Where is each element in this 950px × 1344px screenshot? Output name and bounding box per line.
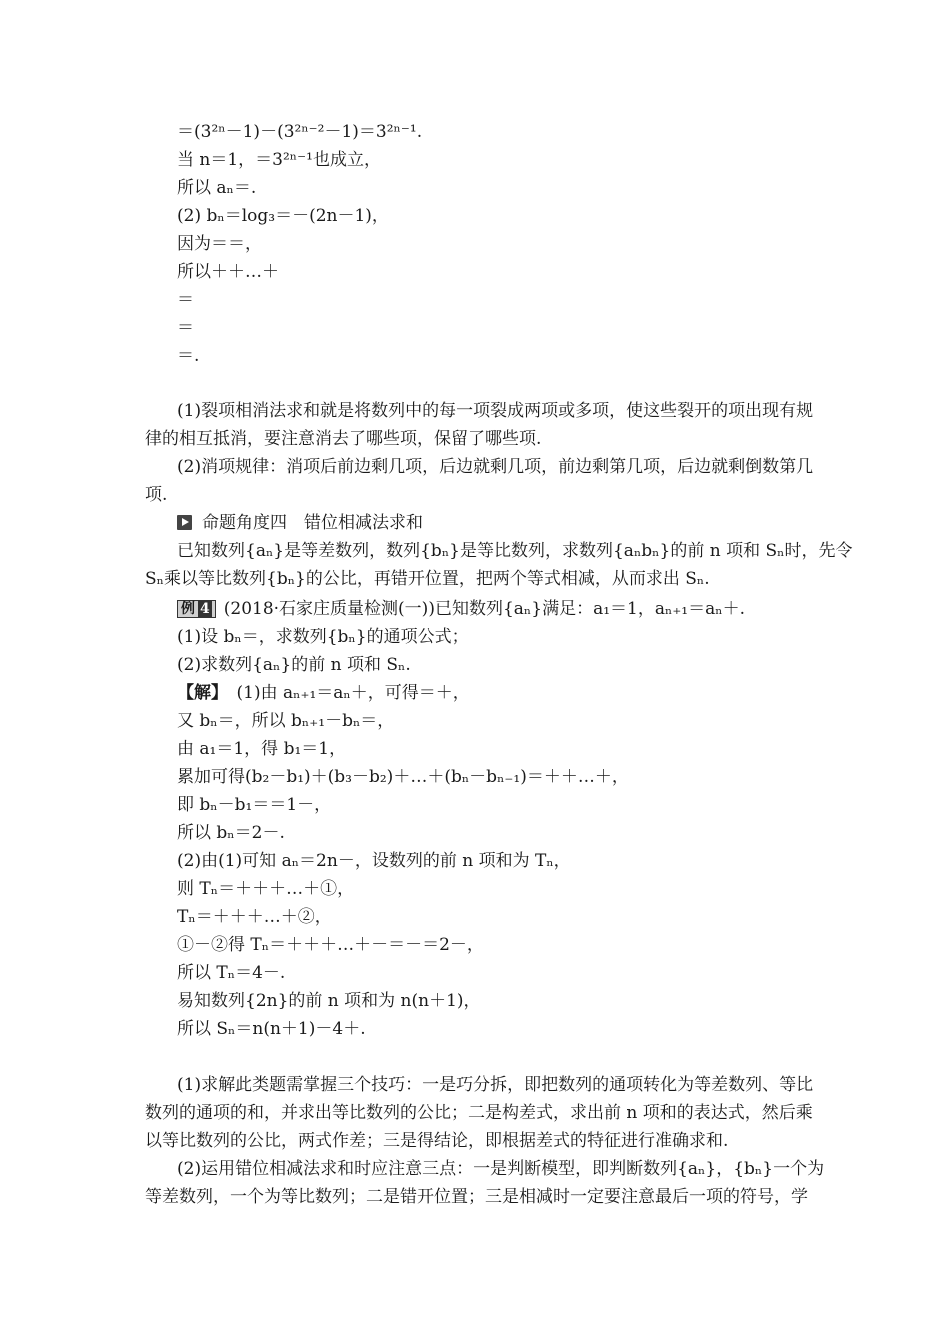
solution-line: 所以 bₙ＝2－. (177, 823, 285, 843)
solution-line: 又 bₙ＝，所以 bₙ₊₁－bₙ＝， (177, 711, 395, 731)
section-heading (177, 512, 423, 534)
solution-line: 易知数列{2n}的前 n 项和为 n(n＋1)， (177, 991, 481, 1011)
text-line: 所以 aₙ＝. (177, 178, 257, 198)
text-line: 所以＋＋…＋ (177, 262, 279, 282)
example-text: (2018·石家庄质量检测(一))已知数列{aₙ}满足：a₁＝1，aₙ₊₁＝aₙ＋. (223, 599, 746, 619)
section-title: 命题角度四 错位相减法求和 (202, 513, 423, 533)
example-label: 例 (181, 601, 195, 617)
solution-tag: 【解】 (177, 683, 220, 703)
tip-line: 律的相互抵消，要注意消去了哪些项，保留了哪些项. (145, 429, 542, 449)
tip-line: (2)消项规律：消项后前边剩几项，后边就剩几项，前边剩第几项，后边就剩倒数第几 (177, 457, 814, 477)
question-line: (2)求数列{aₙ}的前 n 项和 Sₙ. (177, 655, 411, 675)
text-line: ＝ (177, 290, 194, 310)
solution-line: 所以 Sₙ＝n(n＋1)－4＋. (177, 1019, 366, 1039)
tip-line: (2)运用错位相减法求和时应注意三点：一是判断模型，即判断数列{aₙ}，{bₙ}一个为 (177, 1159, 825, 1179)
tip-line: (1)裂项相消法求和就是将数列中的每一项裂成两项或多项，使这些裂开的项出现有规 (177, 401, 814, 421)
solution-line: 则 Tₙ＝＋＋＋…＋①， (177, 879, 355, 899)
equation-line: ＝(3²ⁿ－1)－(3²ⁿ⁻²－1)＝3²ⁿ⁻¹. (177, 122, 423, 142)
question-line: (1)设 bₙ＝，求数列{bₙ}的通项公式； (177, 627, 469, 647)
text-line: (2) bₙ＝log₃＝－(2n－1)， (177, 206, 389, 226)
solution-line: ①－②得 Tₙ＝＋＋＋…＋－＝－＝2－， (177, 935, 484, 955)
play-triangle-icon (177, 515, 192, 530)
solution-line: 所以 Tₙ＝4－. (177, 963, 286, 983)
tip-line: 数列的通项的和，并求出等比数列的公比；二是构差式，求出前 n 项和的表达式，然后乘 (145, 1103, 813, 1123)
tip-line: 项. (145, 485, 168, 505)
tip-line: (1)求解此类题需掌握三个技巧：一是巧分拆，即把数列的通项转化为等差数列、等比 (177, 1075, 814, 1095)
example-badge (177, 600, 216, 618)
text-line: 当 n＝1，＝3²ⁿ⁻¹也成立， (177, 150, 381, 170)
solution-text: (1)由 aₙ₊₁＝aₙ＋，可得＝＋， (236, 683, 470, 703)
solution-line: (2)由(1)可知 aₙ＝2n－，设数列的前 n 项和为 Tₙ， (177, 851, 571, 871)
intro-line: 已知数列{aₙ}是等差数列，数列{bₙ}是等比数列，求数列{aₙbₙ}的前 n 项和 Sₙ时，先令 (177, 541, 853, 561)
tip-line: 以等比数列的公比，两式作差；三是得结论，即根据差式的特征进行准确求和. (145, 1131, 729, 1151)
text-line: ＝ (177, 318, 194, 338)
example-line (177, 598, 745, 620)
solution-line: 由 a₁＝1，得 b₁＝1， (177, 739, 347, 759)
example-number: 4 (200, 601, 210, 617)
solution-line: 累加可得(b₂－b₁)＋(b₃－b₂)＋…＋(bₙ－bₙ₋₁)＝＋＋…＋， (177, 767, 629, 787)
text-line: 因为＝＝， (177, 234, 262, 254)
intro-line: Sₙ乘以等比数列{bₙ}的公比，再错开位置，把两个等式相减，从而求出 Sₙ. (145, 569, 710, 589)
tip-line: 等差数列，一个为等比数列；二是错开位置；三是相减时一定要注意最后一项的符号，学 (145, 1187, 808, 1207)
solution-line: 即 bₙ－b₁＝＝1－， (177, 795, 332, 815)
text-line: ＝. (177, 346, 200, 366)
solution-line (177, 682, 470, 704)
solution-line: Tₙ＝＋＋＋…＋②， (177, 907, 332, 927)
